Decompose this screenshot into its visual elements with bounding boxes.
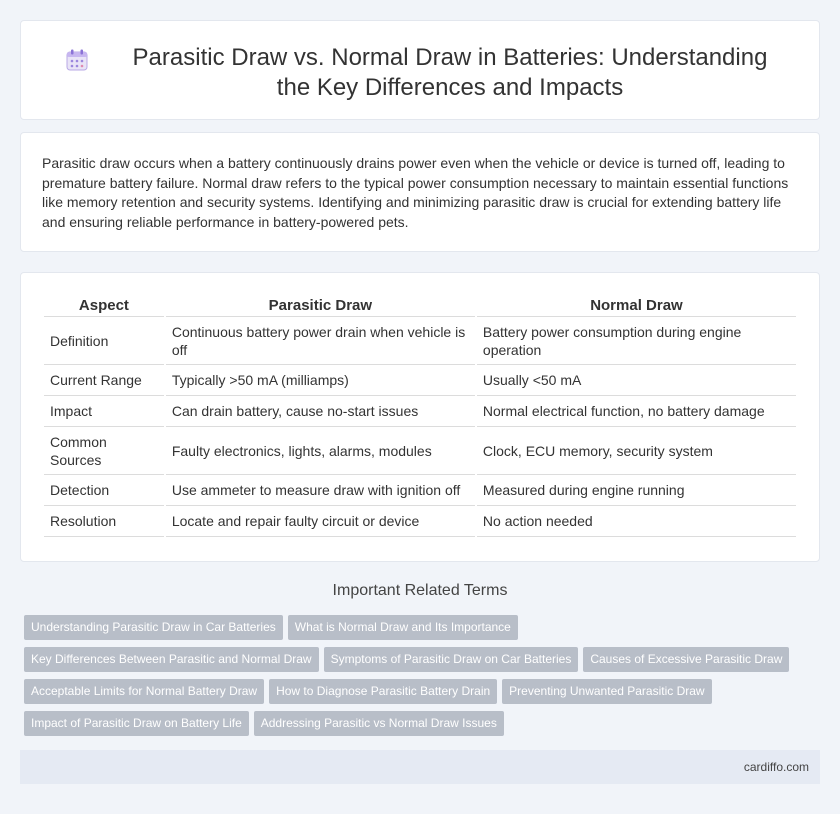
comparison-table: [42, 295, 798, 537]
comparison-card: [20, 272, 820, 562]
page-title: Parasitic Draw vs. Normal Draw in Batteries: Understanding the Key Differences and Impacts: [132, 44, 768, 101]
table-row: [44, 506, 796, 537]
row-aspect: Common Sources: [44, 427, 164, 475]
header-parasitic-draw: Parasitic Draw: [166, 295, 475, 317]
footer-site-name[interactable]: cardiffo.com: [743, 760, 809, 774]
row-aspect: Resolution: [44, 506, 164, 537]
related-term-tag[interactable]: Acceptable Limits for Normal Battery Draw: [24, 679, 264, 704]
table-row: [44, 396, 796, 427]
row-normal: Measured during engine running: [477, 475, 796, 506]
row-parasitic: Continuous battery power drain when vehicle is off: [166, 317, 475, 365]
row-normal: Normal electrical function, no battery damage: [477, 396, 796, 427]
related-term-tag[interactable]: Symptoms of Parasitic Draw on Car Batteries: [324, 647, 579, 672]
tag-row: [24, 615, 804, 647]
row-aspect: Detection: [44, 475, 164, 506]
related-term-tag[interactable]: How to Diagnose Parasitic Battery Drain: [269, 679, 497, 704]
row-aspect: Definition: [44, 317, 164, 365]
header-aspect: Aspect: [44, 295, 164, 317]
table-row: [44, 365, 796, 396]
table-row: [44, 317, 796, 365]
row-aspect: Impact: [44, 396, 164, 427]
table-header-row: [44, 295, 796, 317]
tag-row: [24, 711, 804, 743]
intro-paragraph: Parasitic draw occurs when a battery continuously drains power even when the vehicle or device is turned off, leading to premature battery failure. Normal draw refers to the typical power consumption necessary to maintain essential functions like memory retention and security systems. Identifying and minimizing parasitic draw is crucial for extending battery life and ensuring reliable performance in battery-powered pets.: [42, 155, 789, 230]
table-row: [44, 427, 796, 475]
related-term-tag[interactable]: Preventing Unwanted Parasitic Draw: [502, 679, 711, 704]
related-term-tag[interactable]: Impact of Parasitic Draw on Battery Life: [24, 711, 249, 736]
row-parasitic: Typically >50 mA (milliamps): [166, 365, 475, 396]
related-term-tag[interactable]: Understanding Parasitic Draw in Car Batteries: [24, 615, 283, 640]
row-parasitic: Use ammeter to measure draw with ignition off: [166, 475, 475, 506]
tag-row: [24, 679, 804, 711]
title-card: [20, 20, 820, 120]
related-terms-heading: Important Related Terms: [332, 582, 508, 599]
related-term-tag[interactable]: Addressing Parasitic vs Normal Draw Issues: [254, 711, 504, 736]
related-term-tag[interactable]: Causes of Excessive Parasitic Draw: [583, 647, 789, 672]
row-parasitic: Faulty electronics, lights, alarms, modules: [166, 427, 475, 475]
row-parasitic: Can drain battery, cause no-start issues: [166, 396, 475, 427]
row-aspect: Current Range: [44, 365, 164, 396]
related-terms-list: [24, 615, 804, 743]
footer-bar: [20, 750, 820, 784]
row-normal: No action needed: [477, 506, 796, 537]
header-normal-draw: Normal Draw: [477, 295, 796, 317]
row-normal: Battery power consumption during engine operation: [477, 317, 796, 365]
title-wrap: [61, 43, 789, 103]
row-parasitic: Locate and repair faulty circuit or device: [166, 506, 475, 537]
intro-card: [20, 132, 820, 252]
row-normal: Usually <50 mA: [477, 365, 796, 396]
table-row: [44, 475, 796, 506]
related-term-tag[interactable]: What is Normal Draw and Its Importance: [288, 615, 518, 640]
row-normal: Clock, ECU memory, security system: [477, 427, 796, 475]
tag-row: [24, 647, 804, 679]
related-term-tag[interactable]: Key Differences Between Parasitic and Normal Draw: [24, 647, 319, 672]
